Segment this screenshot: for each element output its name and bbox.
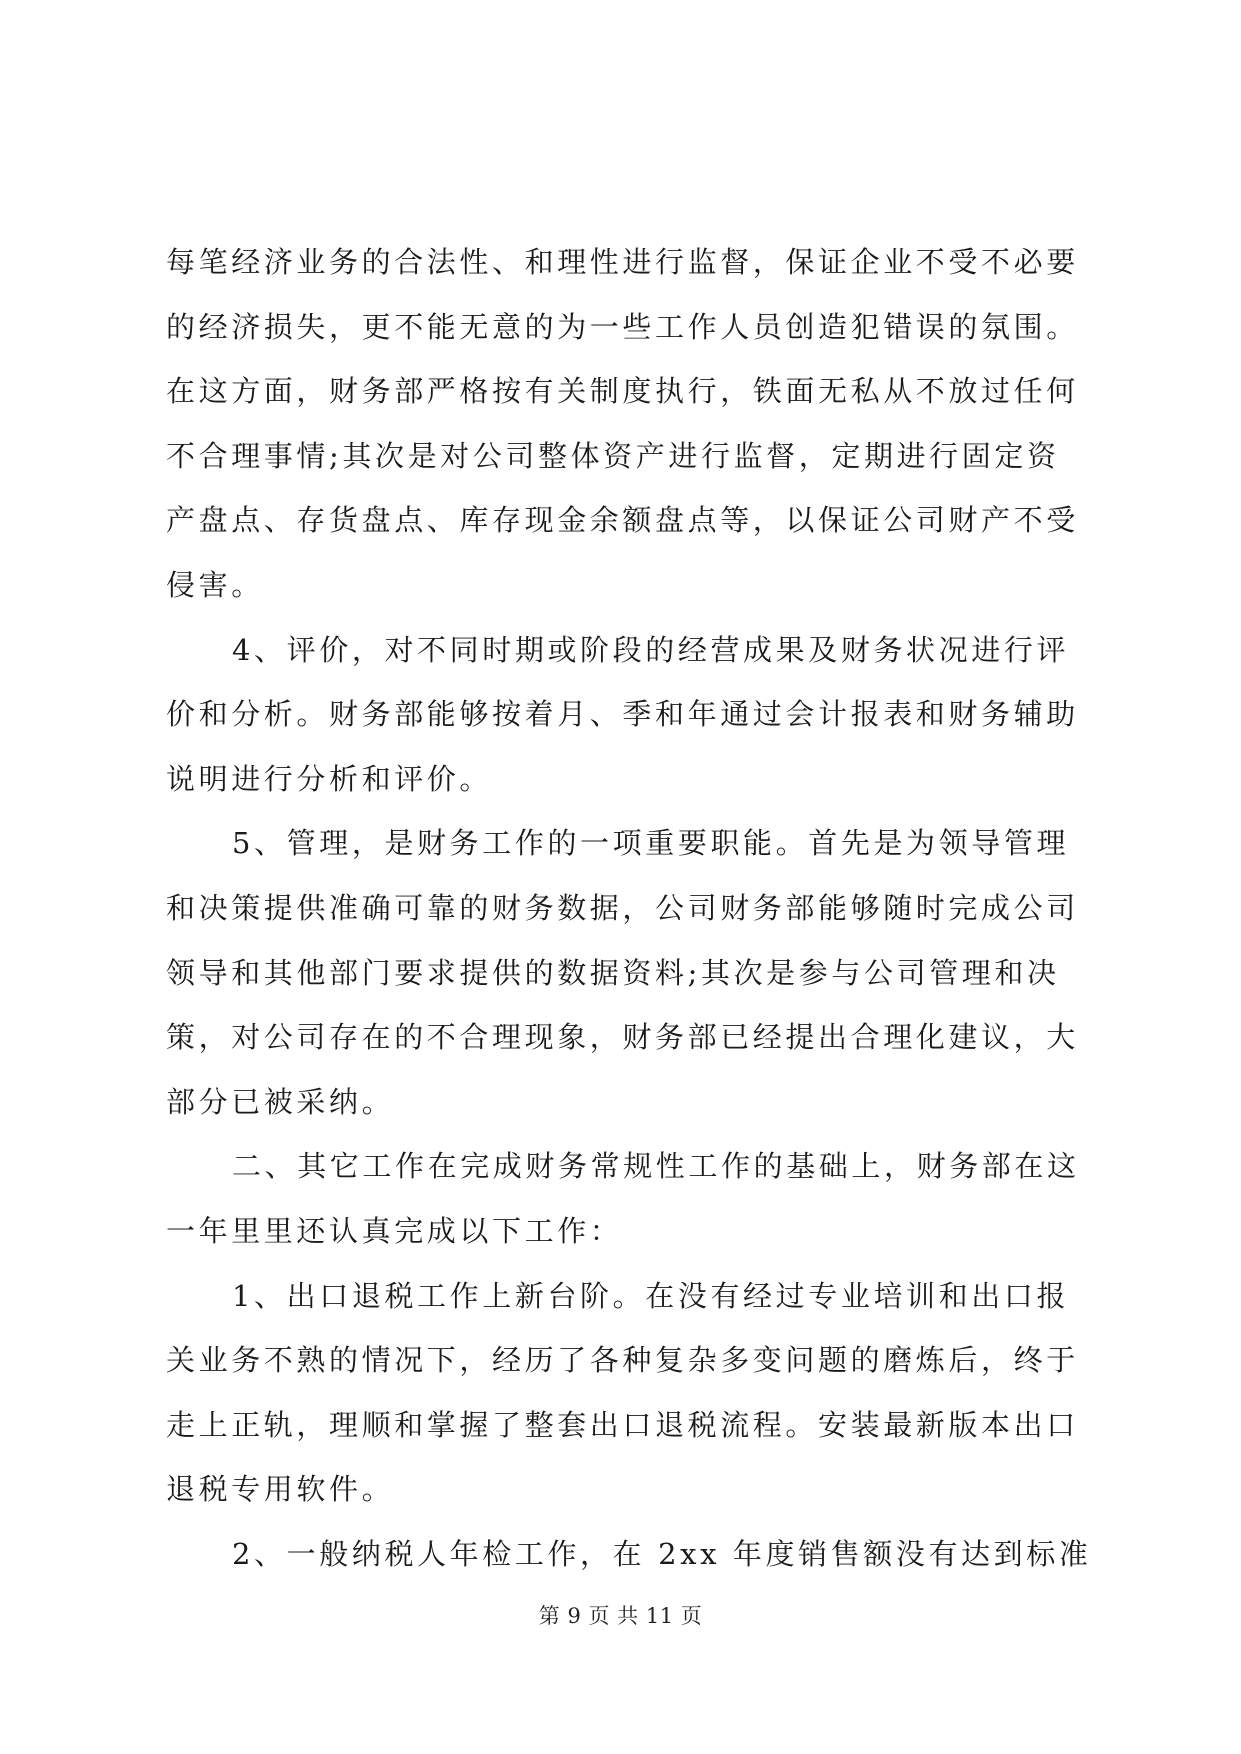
page-footer: 第 9 页 共 11 页 xyxy=(538,1604,703,1628)
text-line: 一年里里还认真完成以下工作： xyxy=(166,1213,623,1248)
text-line: 5、管理，是财务工作的一项重要职能。首先是为领导管理 xyxy=(232,826,1070,861)
text-line: 侵害。 xyxy=(166,567,264,602)
text-line: 2、一般纳税人年检工作，在 2xx 年度销售额没有达到标准 xyxy=(232,1536,1092,1571)
text-line: 价和分析。财务部能够按着月、季和年通过会计报表和财务辅助 xyxy=(166,697,1079,732)
text-line: 1、出口退税工作上新台阶。在没有经过专业培训和出口报 xyxy=(232,1278,1070,1313)
text-line: 说明进行分析和评价。 xyxy=(166,761,493,796)
text-line: 在这方面，财务部严格按有关制度执行，铁面无私从不放过任何 xyxy=(166,374,1079,409)
text-line: 和决策提供准确可靠的财务数据，公司财务部能够随时完成公司 xyxy=(166,890,1079,925)
text-line: 领导和其他部门要求提供的数据资料;其次是参与公司管理和决 xyxy=(166,955,1060,990)
text-line: 退税专用软件。 xyxy=(166,1472,395,1507)
body-text xyxy=(166,230,1092,1586)
text-line: 部分已被采纳。 xyxy=(166,1084,395,1119)
text-line: 4、评价，对不同时期或阶段的经营成果及财务状况进行评 xyxy=(232,632,1070,667)
text-line: 的经济损失，更不能无意的为一些工作人员创造犯错误的氛围。 xyxy=(166,309,1079,344)
text-line: 走上正轨，理顺和掌握了整套出口退税流程。安装最新版本出口 xyxy=(166,1407,1079,1442)
text-line: 关业务不熟的情况下，经历了各种复杂多变问题的磨炼后，终于 xyxy=(166,1343,1079,1378)
text-line: 二、其它工作在完成财务常规性工作的基础上，财务部在这 xyxy=(232,1149,1080,1184)
text-line: 每笔经济业务的合法性、和理性进行监督，保证企业不受不必要 xyxy=(166,245,1079,279)
text-line: 产盘点、存货盘点、库存现金余额盘点等，以保证公司财产不受 xyxy=(166,503,1079,538)
text-line: 策，对公司存在的不合理现象，财务部已经提出合理化建议，大 xyxy=(166,1020,1079,1055)
text-line: 不合理事情;其次是对公司整体资产进行监督，定期进行固定资 xyxy=(166,438,1060,473)
